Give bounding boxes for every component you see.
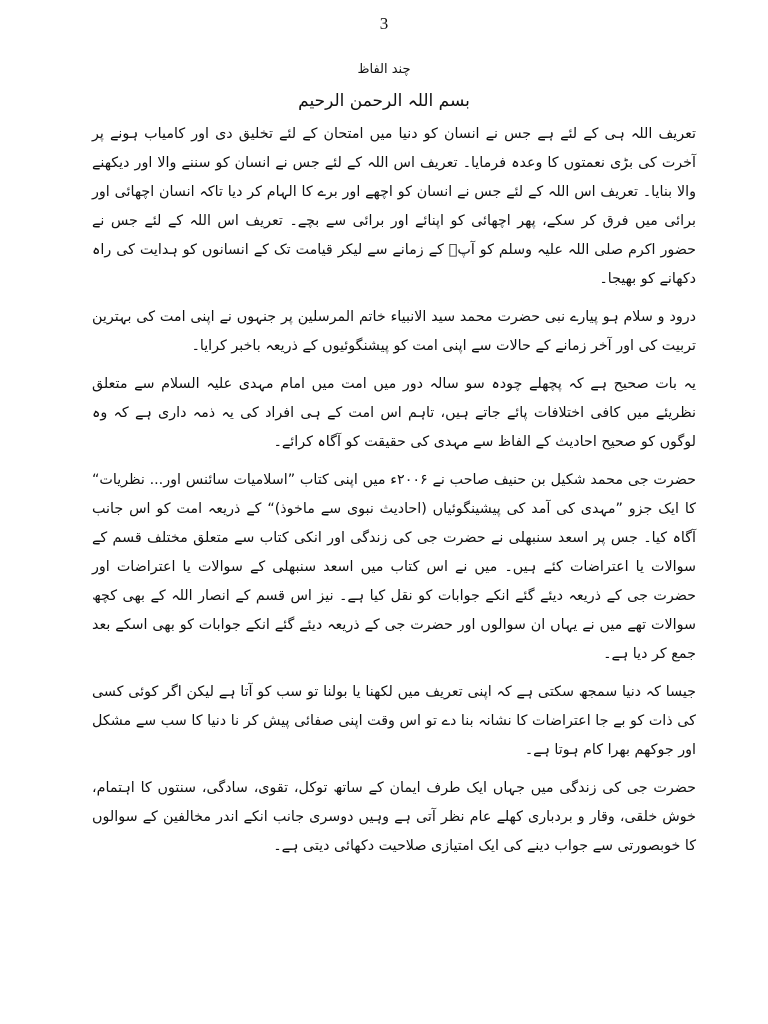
paragraph-salutation: درود و سلام ہو پیارے نبی حضرت محمد سید الانبیاء خاتم المرسلین پر جنہوں نے اپنی امت کی بہترین تربیت کی اور آخر زمانے کے حالات سے اپنی امت کو پیشنگوئیوں کے ذریعہ باخبر کرایا۔ [92,309,696,354]
paragraph-differences: یہ بات صحیح ہے کہ پچھلے چودہ سو سالہ دور میں امت میں امام مہدی علیہ السلام سے متعلق نظریئے میں کافی اختلافات پائے جاتے ہیں، تاہم اس امت کے ہی افراد کی یہ ذمہ داری ہے کہ وہ لوگوں کو صحیح احادیث کے الفاظ سے مہدی کی حقیقت کو آگاہ کرائے۔ [92,376,696,450]
paragraph-praise: تعریف اللہ ہی کے لئے ہے جس نے انسان کو دنیا میں امتحان کے لئے تخلیق دی اور کامیاب ہونے پر آخرت کی بڑی نعمتوں کا وعدہ فرمایا۔ تعریف اس اللہ کے لئے جس نے انسان کو سننے والا اور دیکھنے والا بنایا۔ تعریف اس اللہ کے لئے جس نے انسان کو اچھے اور برے کا الہام کر دیا تاکہ انسان اچھائی اور برائی میں فرق کر سکے، پھر اچھائی کو اپنائے اور برائی سے بچے۔ تعریف اس اللہ کے لئے جس نے حضور اکرم صلی اللہ علیہ وسلم کو آپؐ کے زمانے سے لیکر قیامت تک کے انسانوں کو ہدایت کی راہ دکھانے کو بھیجا۔ [92,126,696,287]
section-label: چند الفاظ [357,62,411,77]
paragraph-book-origin: حضرت جی محمد شکیل بن حنیف صاحب نے ۲۰۰۶ء میں اپنی کتاب ”اسلامیات سائنس اور... نظریات“ کا ایک جزو ”مہدی کی آمد کی پیشینگوئیاں (احادیث نبوی سے ماخوذ)“ کے ذریعہ امت کو اس جانب آگاہ کیا۔ جس پر اسعد سنبھلی نے حضرت جی کی زندگی اور انکی کتاب سے متعلق مختلف قسم کے سوالات یا اعتراضات کئے ہیں۔ میں نے اس کتاب میں اسعد سنبھلی کے سوالات یا اعتراضات اور حضرت جی کے ذریعہ دیئے گئے انکے جوابات کو نقل کیا ہے۔ نیز اس قسم کے انصار اللہ کے بھی کچھ سوالات تھے میں نے یہاں ان سوالوں اور حضرت جی کے ذریعہ دیئے گئے انکے جوابات کو بھی اسکے بعد جمع کر دیا ہے۔ [92,472,696,662]
basmala-heading: بسم اللہ الرحمن الرحیم [298,91,470,111]
paragraph-qualities: حضرت جی کی زندگی میں جہاں ایک طرف ایمان کے ساتھ توکل، تقوی، سادگی، سنتوں کا اہتمام، خوش خلقی، وقار و بردباری کھلے عام نظر آتی ہے وہیں دوسری جانب انکے اندر مخالفین کے سوالوں کا خوبصورتی سے جواب دینے کی ایک امتیازی صلاحیت دکھائی دیتی ہے۔ [92,780,696,854]
paragraph-difficulty: جیسا کہ دنیا سمجھ سکتی ہے کہ اپنی تعریف میں لکھنا یا بولنا تو سب کو آتا ہے لیکن اگر کوئی کسی کی ذات کو بے جا اعتراضات کا نشانہ بنا دے تو اس وقت اپنی صفائی پیش کر نا دنیا کا سب سے مشکل اور جوکھم بھرا کام ہوتا ہے۔ [92,684,696,758]
page-number: 3 [379,14,389,33]
body-text [92,120,696,870]
